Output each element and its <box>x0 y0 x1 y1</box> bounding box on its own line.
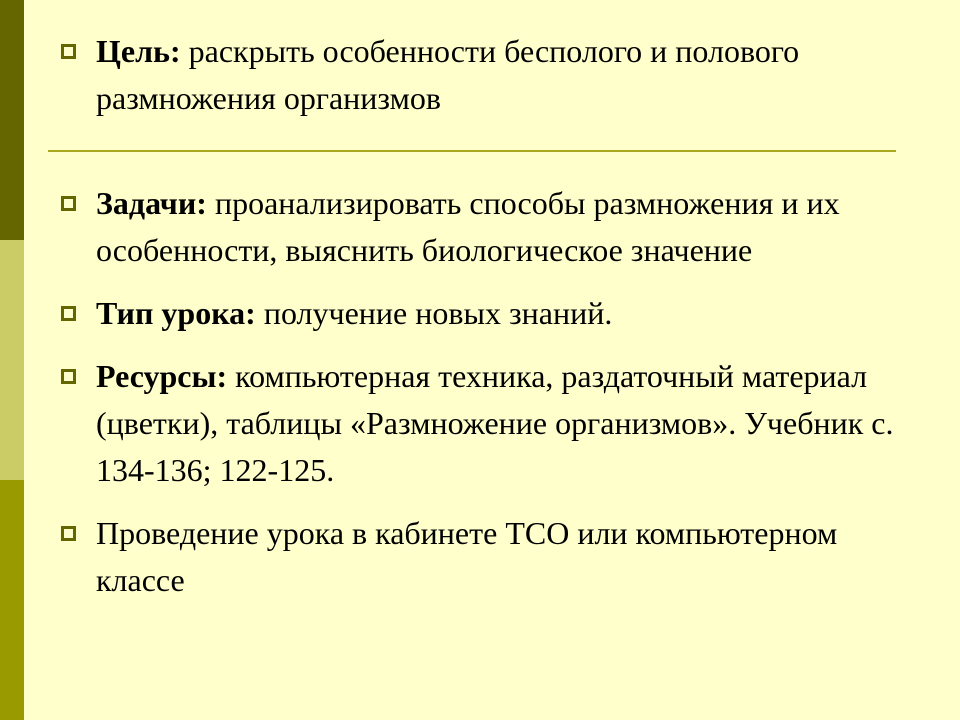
list-item-lesson-type <box>58 290 918 337</box>
lesson-type-text: получение новых знаний. <box>255 295 613 331</box>
hollow-square-bullet-icon <box>61 196 76 211</box>
goal-label: Цель: <box>96 33 181 69</box>
goal-item <box>58 28 898 122</box>
hollow-square-bullet-icon <box>61 526 76 541</box>
list-item-resources <box>58 353 918 494</box>
hollow-square-bullet-icon <box>61 44 76 59</box>
tasks-label: Задачи: <box>96 185 207 221</box>
resources-label: Ресурсы: <box>96 358 228 394</box>
goal-text: раскрыть особенности бесполого и полового размножения организмов <box>96 33 800 116</box>
list-item-location <box>58 510 918 604</box>
side-band-top <box>0 0 24 240</box>
goal-block <box>58 28 898 122</box>
tasks-text: проанализировать способы размножения и их особенности, выяснить биологическое значение <box>96 185 840 268</box>
list-item-tasks <box>58 180 918 274</box>
hollow-square-bullet-icon <box>61 369 76 384</box>
lesson-type-label: Тип урока: <box>96 295 256 331</box>
location-text: Проведение урока в кабинете ТСО или компьютерном классе <box>96 515 838 598</box>
slide-content <box>58 180 918 604</box>
title-divider <box>48 150 896 152</box>
resources-text: компьютерная техника, раздаточный материал (цветки), таблицы «Размножение организмов». Учебник с. 134-136; 122-125. <box>96 358 894 488</box>
side-band-middle <box>0 240 24 480</box>
hollow-square-bullet-icon <box>61 306 76 321</box>
side-band-bottom <box>0 480 24 720</box>
